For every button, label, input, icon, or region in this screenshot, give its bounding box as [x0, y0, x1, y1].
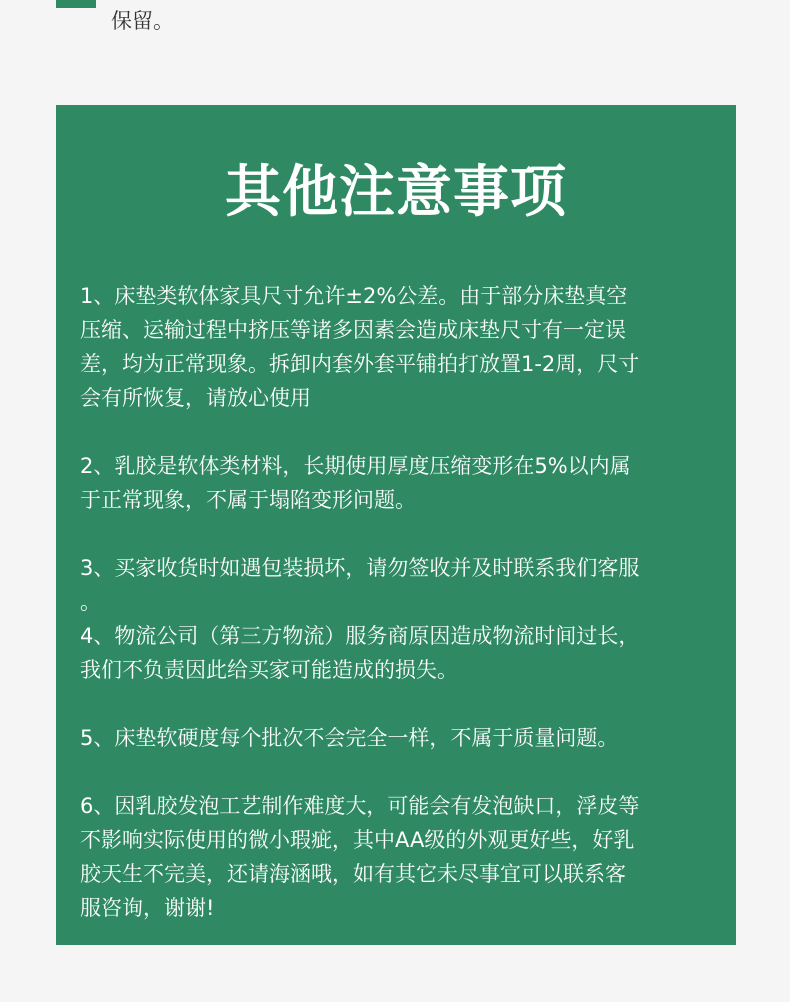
notice-line: 不影响实际使用的微小瑕疵，其中AA级的外观更好些，好乳 [80, 828, 635, 852]
notice-line: 1、床垫类软体家具尺寸允许±2%公差。由于部分床垫真空 [80, 284, 628, 308]
top-accent-bar [56, 0, 96, 8]
notice-item-6 [80, 789, 712, 925]
notice-line: 3、买家收货时如遇包装损坏，请勿签收并及时联系我们客服 [80, 556, 640, 580]
notice-item-4 [80, 619, 712, 687]
notice-line: 服咨询，谢谢! [80, 896, 215, 920]
notice-item-5 [80, 721, 712, 755]
notice-line: 差，均为正常现象。拆卸内套外套平铺拍打放置1-2周，尺寸 [80, 352, 640, 376]
notice-item-3 [80, 551, 712, 619]
notice-line: 我们不负责因此给买家可能造成的损失。 [80, 658, 458, 682]
notice-title: 其他注意事项 [225, 160, 567, 225]
notice-line: 于正常现象，不属于塌陷变形问题。 [80, 488, 416, 512]
notice-list [80, 279, 712, 925]
notice-line: 6、因乳胶发泡工艺制作难度大，可能会有发泡缺口，浮皮等 [80, 794, 640, 818]
notice-line: 2、乳胶是软体类材料，长期使用厚度压缩变形在5%以内属 [80, 454, 631, 478]
notice-item-1 [80, 279, 712, 415]
previous-section-fragment: 保留。 [111, 9, 174, 33]
notice-line: 4、物流公司（第三方物流）服务商原因造成物流时间过长， [80, 624, 640, 648]
notice-line: 胶天生不完美，还请海涵哦，如有其它未尽事宜可以联系客 [80, 862, 626, 886]
notice-line: 5、床垫软硬度每个批次不会完全一样，不属于质量问题。 [80, 726, 619, 750]
notice-panel [56, 105, 736, 945]
notice-item-2 [80, 449, 712, 517]
notice-line: 会有所恢复，请放心使用 [80, 386, 311, 410]
notice-line: 。 [80, 590, 101, 614]
notice-line: 压缩、运输过程中挤压等诸多因素会造成床垫尺寸有一定误 [80, 318, 626, 342]
